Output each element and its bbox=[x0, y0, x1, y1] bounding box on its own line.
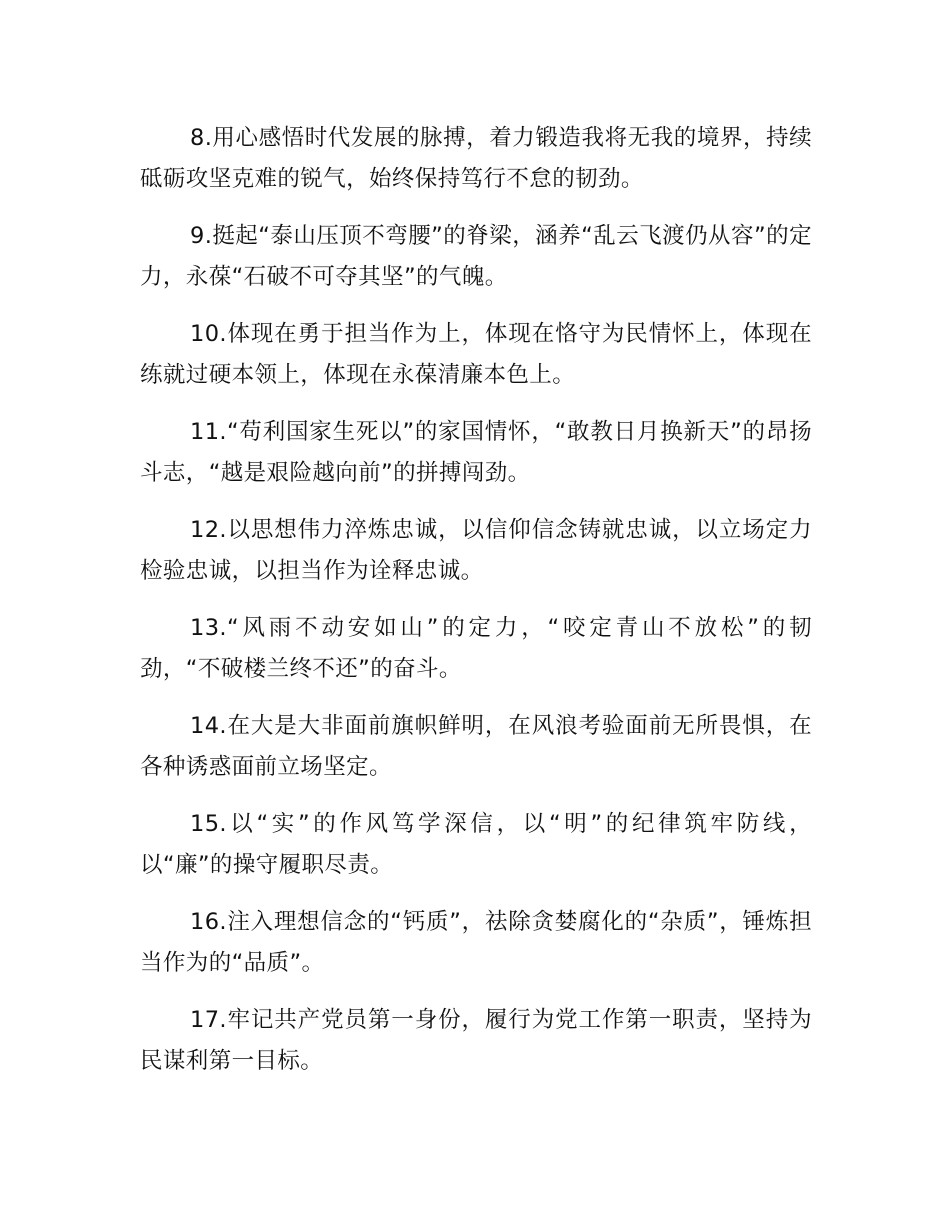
paragraph-15: 15.以“实”的作风笃学深信，以“明”的纪律筑牢防线，以“廉”的操守履职尽责。 bbox=[140, 811, 812, 878]
paragraph-12: 12.以思想伟力淬炼忠诚，以信仰信念铸就忠诚，以立场定力检验忠诚，以担当作为诠释忠诚。 bbox=[140, 517, 812, 584]
paragraph-10: 10.体现在勇于担当作为上，体现在恪守为民情怀上，体现在练就过硬本领上，体现在永葆清廉本色上。 bbox=[140, 321, 812, 388]
document-body bbox=[140, 118, 812, 1098]
paragraph-14: 14.在大是大非面前旗帜鲜明，在风浪考验面前无所畏惧，在各种诱惑面前立场坚定。 bbox=[140, 713, 812, 780]
paragraph-8: 8.用心感悟时代发展的脉搏，着力锻造我将无我的境界，持续砥砺攻坚克难的锐气，始终保持笃行不怠的韧劲。 bbox=[140, 125, 812, 192]
paragraph-9: 9.挺起“泰山压顶不弯腰”的脊梁，涵养“乱云飞渡仍从容”的定力，永葆“石破不可夺其坚”的气魄。 bbox=[140, 223, 812, 290]
paragraph-11: 11.“苟利国家生死以”的家国情怀，“敢教日月换新天”的昂扬斗志，“越是艰险越向前”的拼搏闯劲。 bbox=[140, 419, 812, 486]
paragraph-16: 16.注入理想信念的“钙质”，祛除贪婪腐化的“杂质”，锤炼担当作为的“品质”。 bbox=[140, 909, 812, 976]
paragraph-13: 13.“风雨不动安如山”的定力，“咬定青山不放松”的韧劲，“不破楼兰终不还”的奋斗。 bbox=[140, 615, 812, 682]
paragraph-17: 17.牢记共产党员第一身份，履行为党工作第一职责，坚持为民谋利第一目标。 bbox=[140, 1007, 812, 1074]
